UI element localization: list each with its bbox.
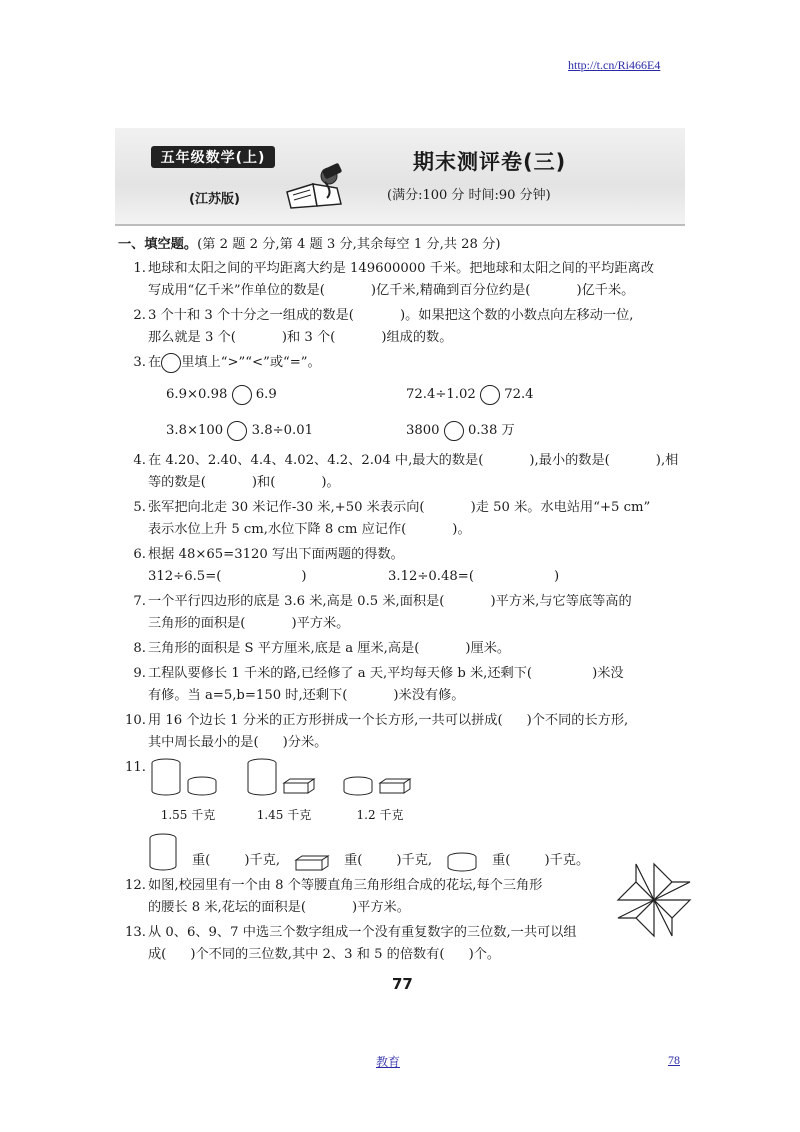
question-8: 8. 三角形的面积是 S 平方厘米,底是 a 厘米,高是( )厘米。 (133, 641, 511, 656)
question-2: 2. 3 个十和 3 个十分之一组成的数是( )。如果把这个数的小数点向左移动一位, 那么就是 3 个( )和 3 个( )组成的数。 (133, 308, 634, 345)
title-banner (115, 128, 685, 226)
question-7: 7. 一个平行四边形的底是 3.6 米,高是 0.5 米,面积是( )平方米,与它等底等高的 三角形的面积是( )平方米。 (133, 594, 632, 631)
compare-circle-icon[interactable] (444, 421, 464, 441)
score-time-info: (满分:100 分 时间:90 分钟) (387, 188, 551, 203)
compare-circle-icon (161, 353, 181, 373)
section-heading: 一、填空题。(第 2 题 2 分,第 4 题 3 分,其余每空 1 分,共 28 分) (118, 237, 501, 252)
source-url-link[interactable]: http://t.cn/Ri466E4 (568, 58, 661, 72)
compare-circle-icon[interactable] (480, 385, 500, 405)
page-number: 77 (392, 975, 413, 993)
question-5: 5. 张军把向北走 30 米记作-30 米,+50 米表示向( )走 50 米。水电站用“+5 cm” 表示水位上升 5 cm,水位下降 8 cm 应记作( )。 (133, 500, 651, 537)
footer-page-link[interactable]: 78 (668, 1053, 680, 1067)
cylinder-and-box-icon (244, 757, 324, 797)
edition-label: (江苏版) (189, 192, 240, 207)
cuboid-icon (294, 854, 330, 872)
question-12: 12. 如图,校园里有一个由 8 个等腰直角三角形组合成的花坛,每个三角形 的腰长 8 米,花坛的面积是( )平方米。 (125, 878, 543, 915)
balance-group-3: 1.2 千克 (340, 757, 420, 826)
cylinder-icon (148, 832, 178, 872)
question-6: 6. 根据 48×65=3120 写出下面两题的得数。 312÷6.5=( ) 3.12÷0.48=( ) (133, 547, 560, 584)
compare-circle-icon[interactable] (227, 421, 247, 441)
question-13: 13. 从 0、6、9、7 中选三个数字组成一个没有重复数字的三位数,一共可以组 成( )个不同的三位数,其中 2、3 和 5 的倍数有( )个。 (125, 925, 577, 962)
short-cylinder-icon (446, 852, 478, 872)
question-content (118, 234, 698, 969)
exam-title: 期末测评卷(三) (413, 150, 567, 174)
question-9: 9. 工程队要修长 1 千米的路,已经修了 a 天,平均每天修 b 米,还剩下( )米没 有修。当 a=5,b=150 时,还剩下( )米没有修。 (133, 666, 624, 703)
grade-label: 五年级数学(上) (151, 146, 275, 168)
compare-circle-icon[interactable] (232, 385, 252, 405)
short-cylinder-and-box-icon (340, 757, 420, 797)
book-illustration-icon (283, 162, 351, 210)
question-10: 10. 用 16 个边长 1 分米的正方形拼成一个长方形,一共可以拼成( )个不同的长方形, 其中周长最小的是( )分米。 (125, 713, 629, 750)
weight-answer-row: 重( )千克, 重( )千克, 重( )千克。 (148, 832, 698, 872)
balance-group-2: 1.45 千克 (244, 757, 324, 826)
balance-group-1: 1.55 千克 (148, 757, 228, 826)
flower-bed-pinwheel-figure (614, 860, 694, 940)
question-1: 1. 地球和太阳之间的平均距离大约是 149600000 千米。把地球和太阳之间的平均距离改 写成用“亿千米”作单位的数是( )亿千米,精确到百分位约是( )亿千米。 (133, 261, 654, 298)
question-11: 11. 1.55 千克 1.45 千克 1.2 千克 重( )千克, 重( )千克, 重( )千克。 (118, 757, 698, 872)
cylinder-and-cube-icon (148, 757, 228, 797)
question-3: 3. 在 里填上“>”“<”或“=”。 6.9×0.98 6.9 72.4÷1.02 72.4 3.8×100 3.8÷0.01 3800 0.38 万 (118, 352, 698, 442)
footer-education-link[interactable]: 教育 (376, 1055, 401, 1069)
question-4: 4. 在 4.20、2.40、4.4、4.02、4.2、2.04 中,最大的数是( ),最小的数是( ),相 等的数是( )和( )。 (133, 453, 679, 490)
